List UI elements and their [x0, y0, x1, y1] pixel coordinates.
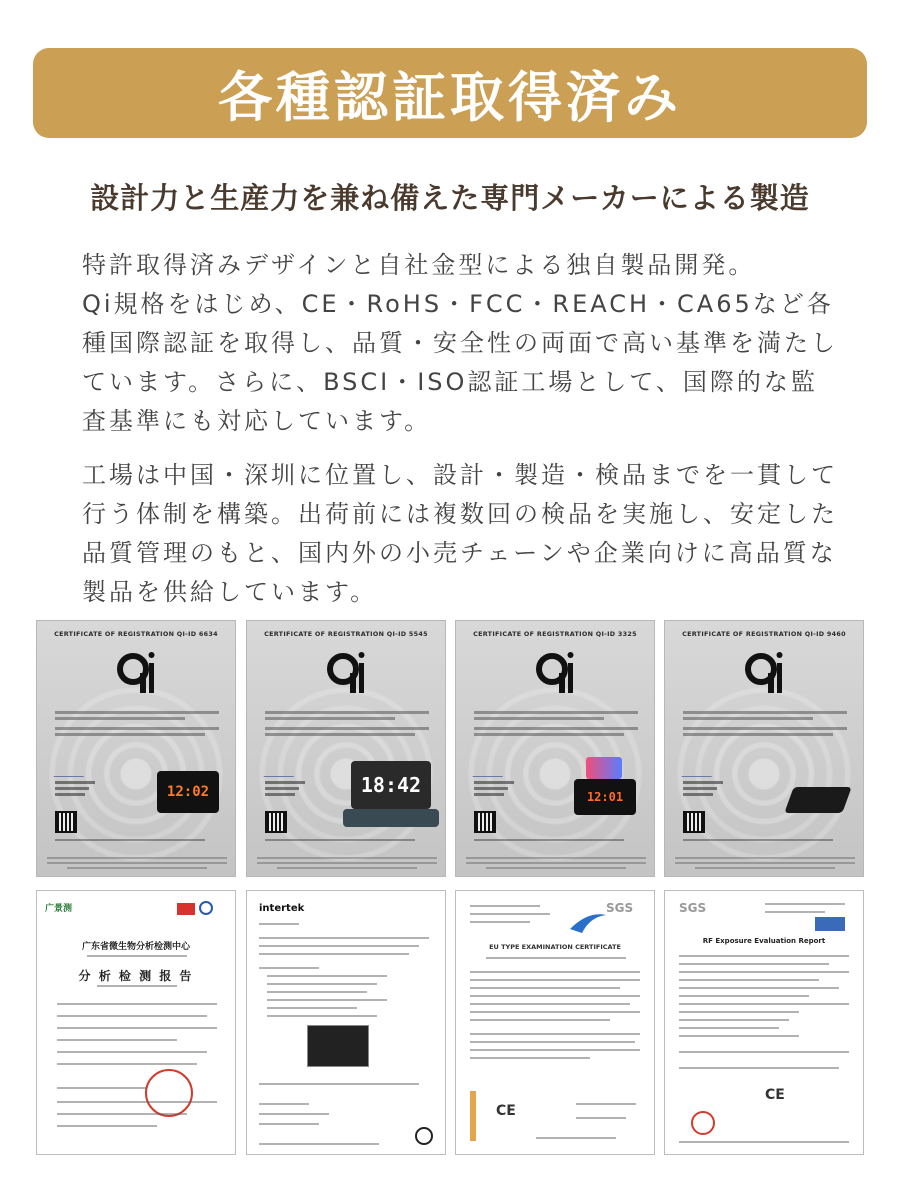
signature	[54, 769, 87, 777]
official-seal	[145, 1069, 193, 1117]
org-logo: SGS	[606, 901, 634, 915]
qi-logo-icon	[744, 643, 784, 699]
bird-logo-icon	[568, 909, 608, 937]
paragraph-line: 行う体制を構築。出荷前には複数回の検品を実施し、安定した	[82, 500, 838, 528]
qi-certificate-image	[664, 620, 864, 877]
official-seal	[691, 1111, 715, 1135]
signature	[264, 769, 297, 777]
org-logo: SGS	[679, 901, 707, 915]
test-report-certificate	[36, 890, 236, 1155]
paragraph-line: 種国際認証を取得し、品質・安全性の両面で高い基準を満たし	[82, 329, 838, 357]
alarm-clock-product: 12:02	[157, 771, 219, 813]
qi-logo-icon	[535, 643, 575, 699]
rf-exposure-report	[664, 890, 864, 1155]
paragraph-line: 品質管理のもと、国内外の小売チェーンや企業向けに高品質な	[82, 539, 837, 567]
intertek-mark-icon	[415, 1127, 433, 1145]
alarm-clock-product: 12:01	[574, 779, 636, 815]
qi-certificate-image	[246, 620, 446, 877]
phone-on-charger	[586, 757, 622, 779]
signature	[682, 769, 715, 777]
certificate-title: EU TYPE EXAMINATION CERTIFICATE	[489, 943, 621, 951]
eu-type-examination-certificate	[455, 890, 655, 1155]
paragraph-line: 特許取得済みデザインと自社金型による独自製品開発。	[82, 251, 756, 279]
paragraph-certifications	[82, 246, 838, 441]
certificate-heading: CERTIFICATE OF REGISTRATION QI-ID 5545	[264, 630, 428, 638]
qi-certificate-image	[455, 620, 655, 877]
signature	[473, 769, 506, 777]
charging-pad	[343, 809, 439, 827]
qr-code-icon	[265, 811, 287, 833]
wireless-charging-pad	[784, 787, 851, 813]
header-banner	[33, 48, 867, 138]
qi-logo-icon	[326, 643, 366, 699]
org-logo: intertek	[259, 903, 305, 914]
certificate-heading: CERTIFICATE OF REGISTRATION QI-ID 9460	[682, 630, 846, 638]
accreditation-logo-icon	[199, 901, 213, 915]
qi-logo-icon	[116, 643, 156, 699]
ce-mark-icon: CE	[765, 1087, 785, 1103]
product-photo	[307, 1025, 369, 1067]
report-org-title: 广东省微生物分析检测中心	[81, 942, 190, 952]
certificate-heading: CERTIFICATE OF REGISTRATION QI-ID 3325	[473, 630, 637, 638]
qr-code-icon	[474, 811, 496, 833]
cma-logo-icon	[177, 903, 195, 915]
test-report-certificate	[246, 890, 446, 1155]
paragraph-line: 査基準にも対応しています。	[82, 407, 432, 435]
org-logo: 广景测	[45, 904, 73, 914]
subtitle: 設計力と生産力を兼ね備えた専門メーカーによる製造	[90, 181, 810, 215]
report-title: RF Exposure Evaluation Report	[702, 937, 826, 945]
qi-certificate-image	[36, 620, 236, 877]
paragraph-factory	[82, 456, 838, 612]
ce-mark-icon: CE	[496, 1103, 516, 1119]
accreditation-logo-icon	[815, 917, 845, 931]
paragraph-line: 製品を供給しています。	[82, 578, 378, 606]
certificate-heading: CERTIFICATE OF REGISTRATION QI-ID 6634	[54, 630, 218, 638]
report-title: 分 析 检 测 报 告	[78, 969, 194, 983]
paragraph-line: Qi規格をはじめ、CE・RoHS・FCC・REACH・CA65など各	[82, 290, 834, 318]
alarm-clock-product: 18:42	[351, 761, 431, 809]
qr-code-icon	[55, 811, 77, 833]
banner-title: 各種認証取得済み	[218, 65, 682, 129]
qr-code-icon	[683, 811, 705, 833]
paragraph-line: 工場は中国・深圳に位置し、設計・製造・検品までを一貫して	[82, 461, 838, 489]
accent-bar	[470, 1091, 476, 1141]
paragraph-line: ています。さらに、BSCI・ISO認証工場として、国際的な監	[82, 368, 818, 396]
